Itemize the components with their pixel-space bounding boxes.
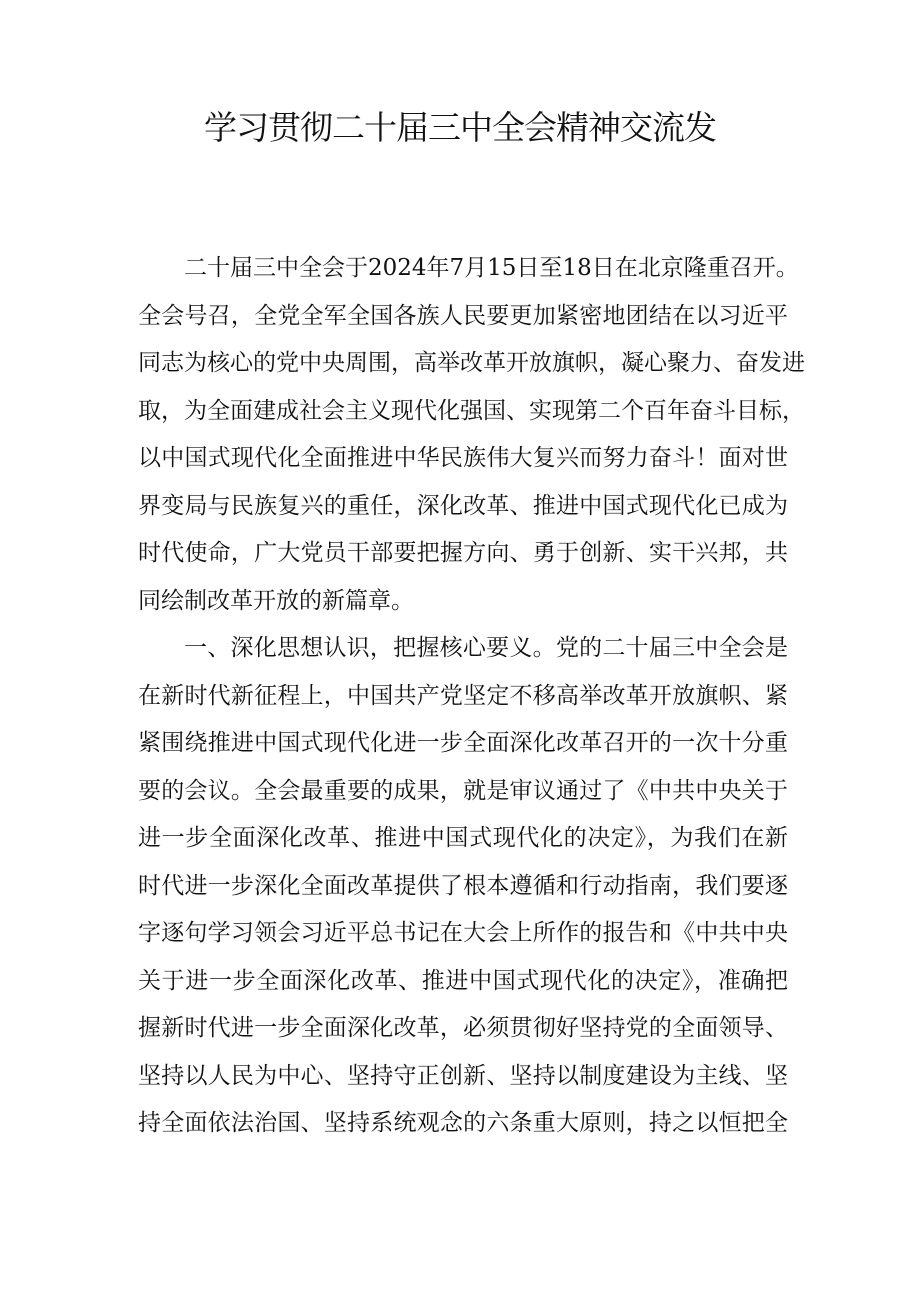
- paragraph-line: 握新时代进一步全面深化改革，必须贯彻好坚持党的全面领导、: [138, 1015, 788, 1041]
- paragraph-line: 取，为全面建成社会主义现代化强国、实现第二个百年奋斗目标，: [138, 397, 805, 424]
- paragraph-line: 同志为核心的党中央周围，高举改革开放旗帜，凝心聚力、奋发进: [138, 350, 805, 376]
- document-title: 学习贯彻二十届三中全会精神交流发: [204, 108, 716, 147]
- paragraph-line: 以中国式现代化全面推进中华民族伟大复兴而努力奋斗！面对世: [138, 445, 788, 471]
- paragraph-line: 全会号召，全党全军全国各族人民要更加紧密地团结在以习近平: [138, 302, 788, 329]
- paragraph-line: 同绘制改革开放的新篇章。: [138, 587, 414, 614]
- paragraph-line: 坚持以人民为中心、坚持守正创新、坚持以制度建设为主线、坚: [138, 1062, 788, 1089]
- paragraph-line: 一、深化思想认识，把握核心要义。党的二十届三中全会是: [184, 635, 788, 661]
- paragraph-1: [138, 245, 805, 625]
- paragraph-line: 在新时代新征程上，中国共产党坚定不移高举改革开放旗帜、紧: [138, 682, 788, 709]
- paragraph-2: [138, 625, 788, 1148]
- paragraph-line: 要的会议。全会最重要的成果，就是审议通过了《中共中央关于: [138, 777, 788, 804]
- paragraph-line: 进一步全面深化改革、推进中国式现代化的决定》，为我们在新: [138, 825, 788, 851]
- paragraph-line: 时代使命，广大党员干部要把握方向、勇于创新、实干兴邦，共: [138, 540, 788, 566]
- document-body: [138, 245, 805, 1148]
- paragraph-line: 紧围绕推进中国式现代化进一步全面深化改革召开的一次十分重: [138, 730, 788, 756]
- paragraph-line: 字逐句学习领会习近平总书记在大会上所作的报告和《中共中央: [138, 920, 788, 946]
- paragraph-line: 关于进一步全面深化改革、推进中国式现代化的决定》，准确把: [138, 967, 788, 994]
- paragraph-line: 持全面依法治国、坚持系统观念的六条重大原则，持之以恒把全: [138, 1110, 788, 1136]
- paragraph-line: 二十届三中全会于2024年7月15日至18日在北京隆重召开。: [184, 255, 799, 281]
- paragraph-line: 界变局与民族复兴的重任，深化改革、推进中国式现代化已成为: [138, 492, 788, 519]
- paragraph-line: 时代进一步深化全面改革提供了根本遵循和行动指南，我们要逐: [138, 872, 788, 899]
